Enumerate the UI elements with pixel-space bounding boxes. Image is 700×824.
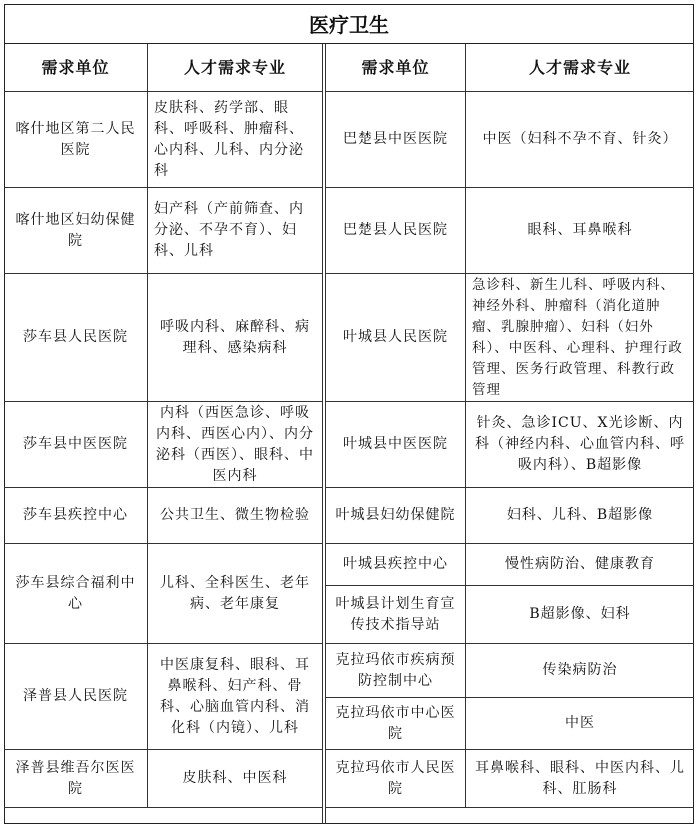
left-unit-cell: 莎车县人民医院 (4, 274, 148, 402)
left-unit-cell: 莎车县综合福利中心 (4, 544, 148, 644)
header-majors-left: 人才需求专业 (148, 44, 322, 92)
right-majors-cell: 眼科、耳鼻喉科 (466, 188, 694, 274)
right-unit-cell: 叶城县妇幼保健院 (326, 488, 466, 544)
right-unit-cell: 巴楚县中医医院 (326, 92, 466, 188)
right-majors-cell: 急诊科、新生儿科、呼吸内科、神经外科、肿瘤科（消化道肿瘤、乳腺肿瘤）、妇科（妇外科）、中医科、心理科、护理行政管理、医务行政管理、科教行政管理 (466, 274, 694, 402)
header-majors-right: 人才需求专业 (466, 44, 694, 92)
header-unit-right: 需求单位 (326, 44, 466, 92)
right-unit-cell: 叶城县中医医院 (326, 402, 466, 488)
left-majors-cell: 公共卫生、微生物检验 (148, 488, 322, 544)
right-unit-cell: 叶城县计划生育宣传技术指导站 (326, 586, 466, 644)
right-unit-cell: 巴楚县人民医院 (326, 188, 466, 274)
right-majors-cell: 中医 (466, 698, 694, 750)
right-majors-cell: 中医（妇科不孕不育、针灸） (466, 92, 694, 188)
left-majors-cell: 内科（西医急诊、呼吸内科、西医心内）、内分泌科（西医）、眼科、中医内科 (148, 402, 322, 488)
right-majors-cell: 传染病防治 (466, 644, 694, 698)
left-unit-cell: 泽普县人民医院 (4, 644, 148, 750)
right-unit-cell: 叶城县疾控中心 (326, 544, 466, 586)
left-unit-cell: 莎车县疾控中心 (4, 488, 148, 544)
left-majors-cell: 妇产科（产前筛查、内分泌、不孕不育）、妇科、儿科 (148, 188, 322, 274)
right-majors-cell: 耳鼻喉科、眼科、中医内科、儿科、肛肠科 (466, 750, 694, 808)
left-unit-cell: 泽普县维吾尔医医院 (4, 750, 148, 808)
right-majors-cell: 慢性病防治、健康教育 (466, 544, 694, 586)
left-majors-cell: 儿科、全科医生、老年病、老年康复 (148, 544, 322, 644)
left-unit-cell: 莎车县中医医院 (4, 402, 148, 488)
left-unit-cell: 喀什地区第二人民医院 (4, 92, 148, 188)
left-majors-cell: 呼吸内科、麻醉科、病理科、感染病科 (148, 274, 322, 402)
left-majors-cell: 皮肤科、中医科 (148, 750, 322, 808)
left-unit-cell: 喀什地区妇幼保健院 (4, 188, 148, 274)
left-majors-cell: 中医康复科、眼科、耳鼻喉科、妇产科、骨科、心脑血管内科、消化科（内镜）、儿科 (148, 644, 322, 750)
right-unit-cell: 叶城县人民医院 (326, 274, 466, 402)
left-majors-cell: 皮肤科、药学部、眼科、呼吸科、肿瘤科、心内科、儿科、内分泌科 (148, 92, 322, 188)
right-unit-cell: 克拉玛依市疾病预防控制中心 (326, 644, 466, 698)
right-majors-cell: 妇科、儿科、B超影像 (466, 488, 694, 544)
table-title: 医疗卫生 (4, 4, 694, 44)
right-unit-cell: 克拉玛依市中心医院 (326, 698, 466, 750)
right-majors-cell: 针灸、急诊ICU、X光诊断、内科（神经内科、心血管内科、呼吸内科）、B超影像 (466, 402, 694, 488)
header-unit-left: 需求单位 (4, 44, 148, 92)
right-unit-cell: 克拉玛依市人民医院 (326, 750, 466, 808)
right-majors-cell: B超影像、妇科 (466, 586, 694, 644)
